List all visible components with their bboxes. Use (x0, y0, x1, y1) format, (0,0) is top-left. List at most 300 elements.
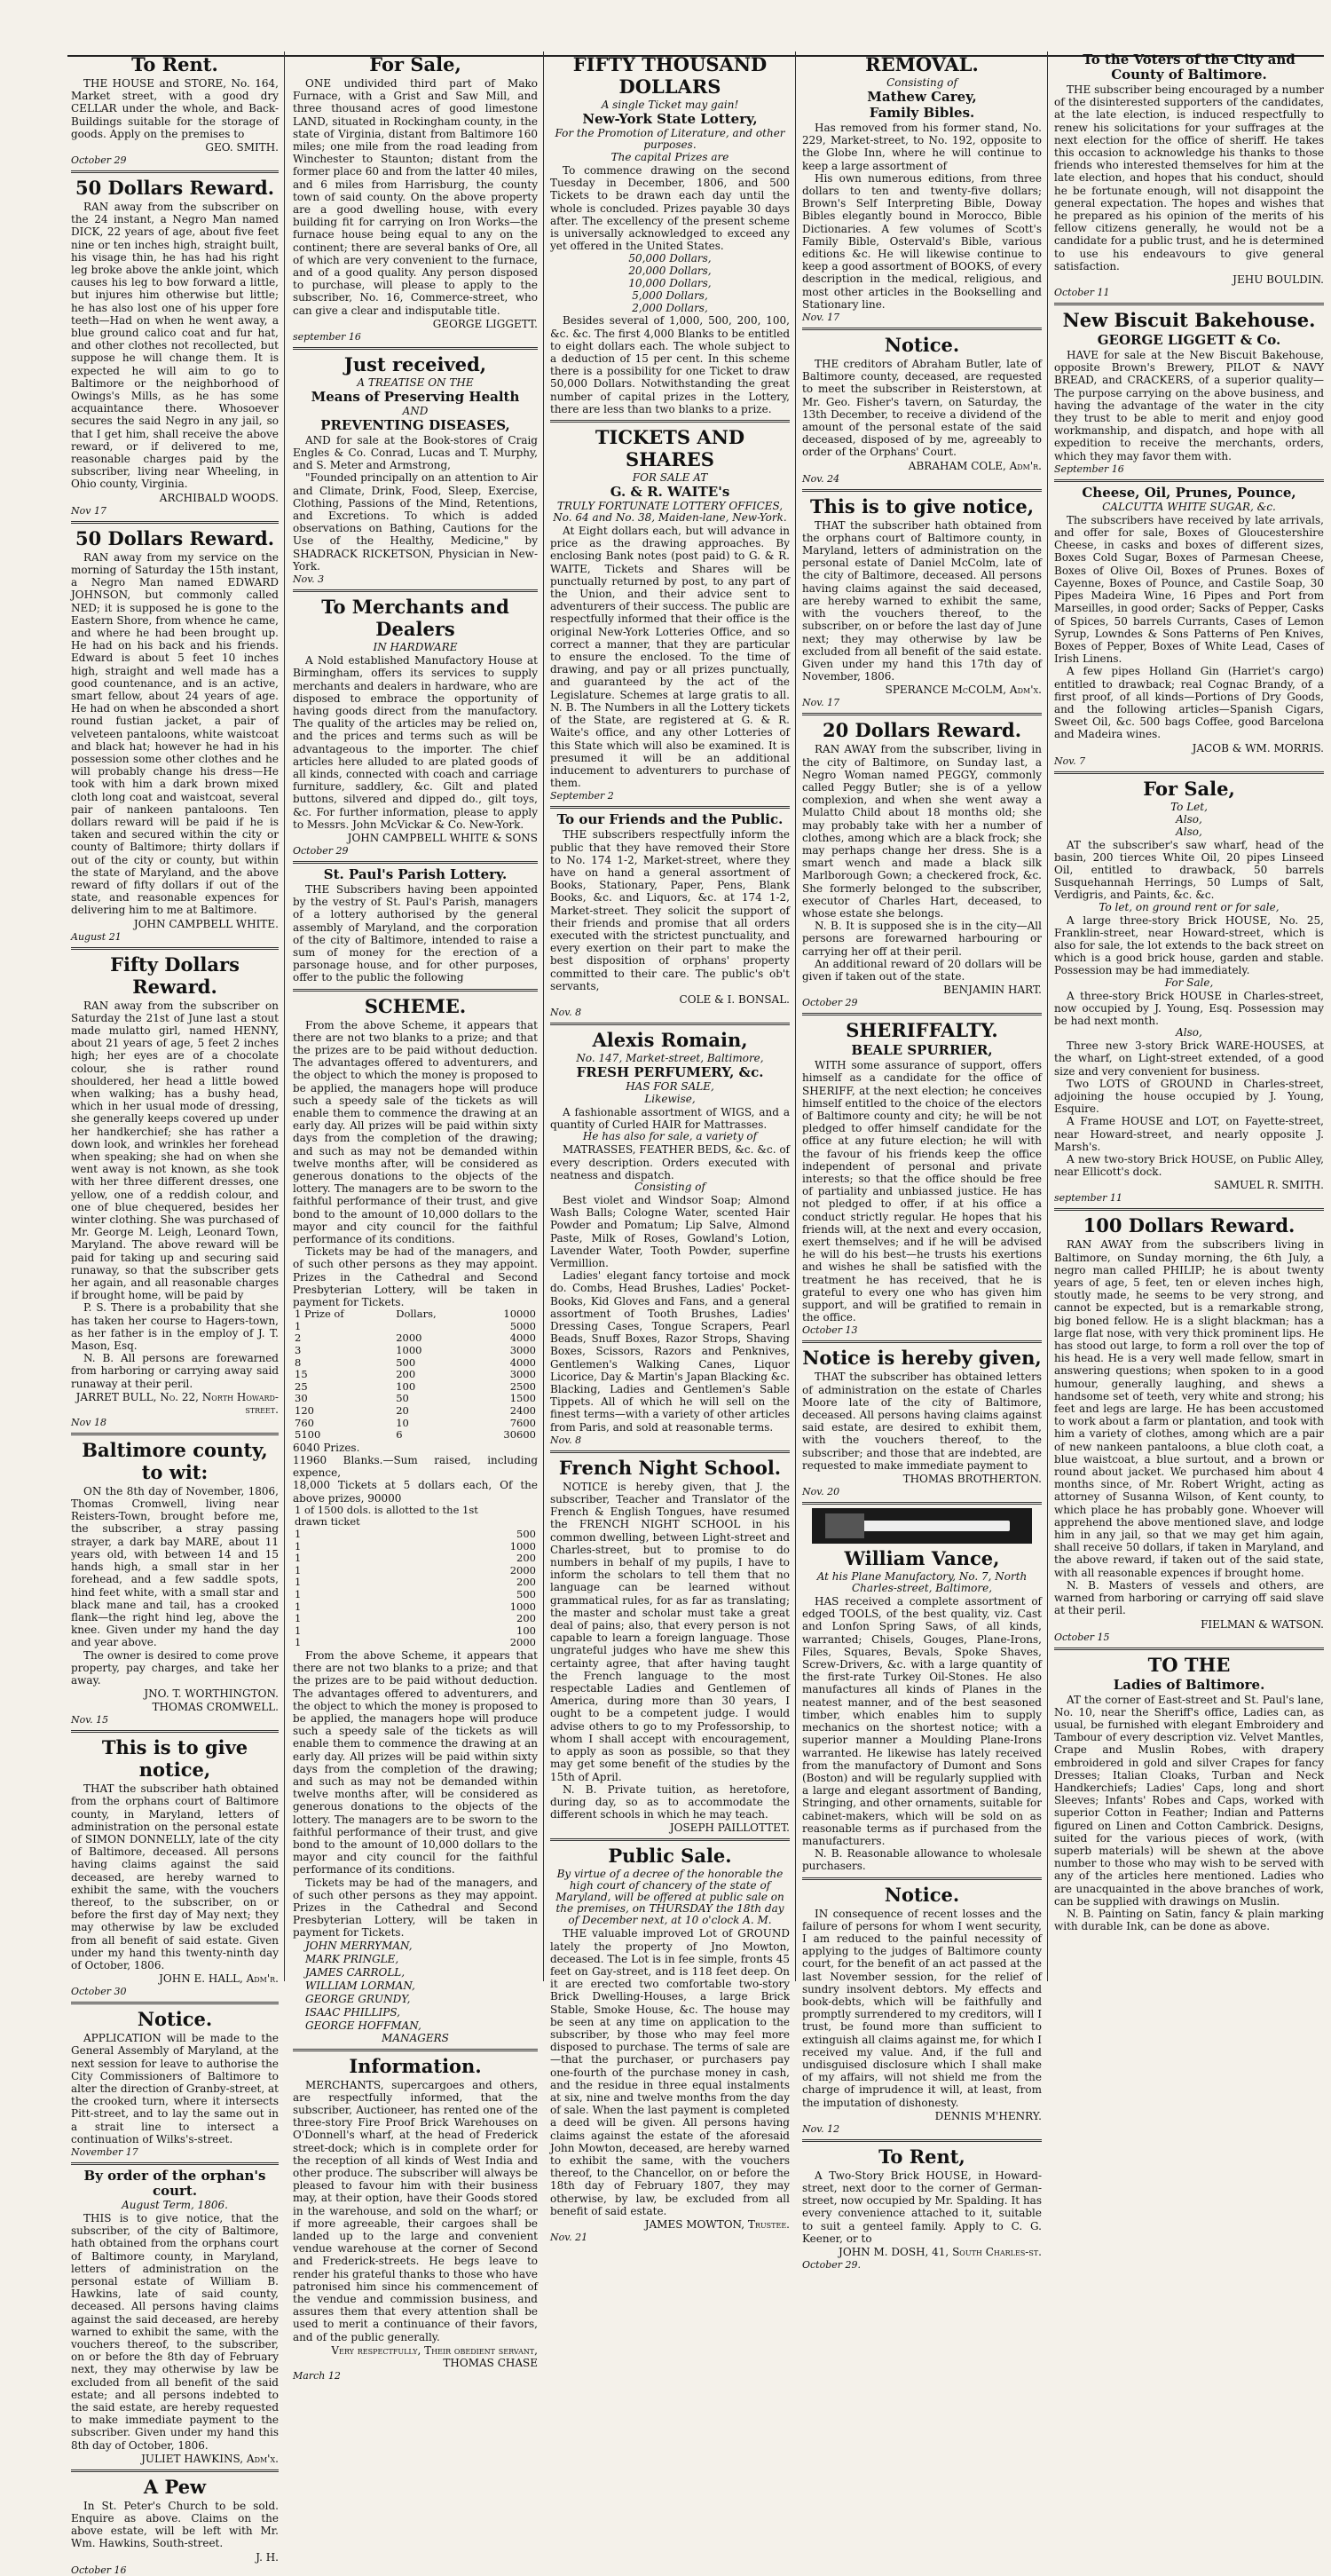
ad-date: Nov. 17 (802, 697, 840, 709)
lottery-scheme-table (293, 1308, 538, 1442)
ad-subheading: Also, (1176, 812, 1202, 826)
scheme-row (293, 1418, 538, 1430)
ad-body-text: ONE undivided third part of Mako Furnace, with a Grist and Saw Mill, and three thousand acres of good limestone LAND, situated in Rockingham county, in the state of Virginia, distant from Baltimore 160 miles; one mile from the road leading from Winchester to Staunton; distant from the former place 60 and from the latter 40 miles, and 6 miles from Harrisburg, the county town of said county. On the above property are a good dwelling house, with every building fit for carrying on Iron Works—the furnace house being equal to any on the continent; there are several banks of Ore, all of which are very convenient to the furnace, and of a good quality. Any person disposed to purchase, will please to apply to the subscriber, No. 16, Commerce-street, who can give a clear and indisputable title. (293, 77, 538, 317)
scheme-cell: 15 (295, 1368, 308, 1381)
ad-date: August 21 (71, 930, 122, 943)
scheme-row (293, 1308, 538, 1321)
ad-note: N. B. Private tuition, as heretofore, during day, so as to accommodate the different schools in which he may teach. (550, 1782, 790, 1821)
ad-body-text: RAN AWAY from the subscriber, living in the city of Baltimore, on Sunday last, a Negro Woman named PEGGY, commonly called Peggy Butler; she is of a yellow complexion, and when she went away a Mulatto Child about 18 months old; she may probably take with her a number of clothes, among which are a black frock; she may perhaps change her dress. She is a smart wench and made a black silk Marlborough Gown; a checkered frock, &c. She formerly belonged to the subscriber, executor of Charles Hart, deceased, to whose estate she belongs. (802, 743, 1042, 920)
column-rule (795, 51, 796, 1981)
managers-label: MANAGERS (382, 2031, 449, 2044)
scheme-row (293, 1345, 538, 1357)
advertisement (1054, 309, 1324, 475)
ad-body-text: THE HOUSE and STORE, No. 164, Market street, with a good dry CELLAR under the whole, and Back-Buildings suitable for the storage of goods. Apply on the premises to (71, 77, 279, 140)
ad-date: Nov. 8 (550, 1006, 582, 1018)
ad-body-text: Has removed from his former stand, No. 229, Market-street, to No. 192, opposite to the Globe Inn, where he will continue to keep a large assortment of (802, 122, 1042, 172)
ad-heading: REMOVAL. (865, 53, 979, 75)
ad-date: Nov. 7 (1054, 755, 1086, 767)
column-2 (293, 51, 538, 2382)
scheme-row (293, 1625, 538, 1638)
advertisement (1054, 1214, 1324, 1642)
scheme-cell: 4000 (509, 1331, 536, 1345)
ad-heading: To Rent. (131, 53, 218, 75)
scheme-cell (388, 1357, 394, 1370)
ad-signature: JOHN M. DOSH, 41, South Charles-st. (839, 2246, 1042, 2258)
ad-note: N. B. All persons are forewarned from harboring or carrying away said runaway at their peril. (71, 1352, 279, 1390)
ad-body-text: HAS received a complete assortment of edged TOOLS, of the best quality, viz. Cast and Lonfon Spring Saws, of all kinds, warranted; Chisels, Gouges, Plane-Irons, Files, Squares, Bevals, Spoke Shaves, Screw-Drivers, &c. with a large quantity of the first-rate Turkey Oil-Stones. He also manufactures all kinds of Planes in the neatest manner, and of the best seasoned timber, which enables him to supply mechanics on the shortest notice; with a superior manner a Moulding Plane-Irons warranted. He likewise has lately received from the manufactory of Dumont and Sons (Boston) and will be regularly supplied with a large and elegant assortment of Banding, Stringing, and other ornaments, suitable for cabinet-makers, which will be sold on as reasonable terms as if purchased from the manufacturers. (802, 1595, 1042, 1847)
ad-heading: To our Friends and the Public. (556, 811, 784, 828)
ad-body-text: WITH some assurance of support, offers himself as a candidate for the office of SHERIFF, at the next election; he conceives himself entitled to the choice of the electors of Baltimore county and city; he will be not pledged to offer himself candidate for the office at any future election; he will with the favour of his friends keep the office independent of personal and private interests; so that the office should be free of partiality and unbiassed justice. He has not pledged to offer, if at his office a conduct strictly regular. He hopes that his friends will, at the next and every occasion, exert themselves; and if he will be advised he will do his best—he trusts his exertions and wishes he shall be satisfied with the treatment he has received, that he is grateful to every one who has given him support, and will be gratified to remain in the office. (802, 1059, 1042, 1324)
ad-separator-rule (1054, 303, 1324, 305)
scheme-cell: 1 Prize of (295, 1308, 344, 1321)
scheme-cell: 1 (295, 1587, 302, 1600)
ad-heading: French Night School. (558, 1456, 782, 1479)
ad-heading: Notice is hereby given, (802, 1347, 1042, 1370)
advertisement (550, 53, 790, 415)
scheme-cell: 1 (295, 1539, 302, 1553)
ad-heading: PREVENTING DISEASES, (320, 416, 510, 433)
ad-signature: JARRET BULL, No. 22, North Howard-street. (75, 1390, 279, 1416)
ad-separator-rule (71, 2002, 279, 2004)
ad-separator-rule (550, 1838, 790, 1841)
manager-name: JAMES CARROLL, (305, 1965, 406, 1979)
ad-separator-rule (71, 2469, 279, 2472)
manager-name: GEORGE HOFFMAN, (305, 2019, 421, 2032)
ad-separator-rule (71, 947, 279, 950)
ad-body-text: IN consequence of recent losses and the failure of persons for whom I went security, I am reduced to the painful necessity of applying to the judges of Baltimore county court, for the benefit of an act passed at the last November session, for the relief of sundry insolvent debtors. My effects and book-debts, which will be faithfully and promptly surrendered to my creditors, will I trust, be found more than sufficient to extinguish all claims against me, for which I received my value. And, if the full and undisguised disclosure which I shall make of my affairs, will not shield me from the charge of imprudence it will, at least, from the imputation of dishonesty. (802, 1907, 1042, 2109)
advertisement (71, 527, 279, 943)
advertisement (71, 1736, 279, 1997)
ad-signature: BENJAMIN HART. (943, 984, 1042, 997)
scheme-prizes: 6040 Prizes. (293, 1441, 360, 1454)
scheme-cell: 100 (396, 1379, 416, 1393)
scheme-cell: 10000 (503, 1308, 536, 1321)
ad-body-text: Three new 3-story Brick WARE-HOUSES, at the wharf, on Light-street extended, of a good size and very convenient for business. (1054, 1039, 1324, 1078)
scheme-cell: 5100 (295, 1428, 321, 1442)
ad-body-text: A new two-story Brick HOUSE, on Public Alley, near Ellicott's dock. (1054, 1153, 1324, 1179)
ad-separator-rule (550, 806, 790, 809)
advertisement (550, 1457, 790, 1834)
ad-separator-rule (802, 1013, 1042, 1015)
scheme-cell: 760 (295, 1416, 314, 1429)
ad-heading: G. & R. WAITE's (610, 484, 730, 501)
ad-note: N. B. It is supposed she is in the city—All persons are forewarned harbouring or carrying her off at their peril. (802, 920, 1042, 958)
scheme-cell: 50 (396, 1392, 409, 1405)
scheme-cell (388, 1418, 394, 1430)
ad-subheading: FOR SALE AT (632, 471, 708, 485)
ad-body-text: AT the subscriber's saw wharf, head of the basin, 200 tierces White Oil, 20 pipes Linseed Oil, entitled to drawback, 50 barrels Susquehannah Herrings, 50 Lumps of Salt, Verdigris, and Paints, &c. &c. (1054, 838, 1324, 902)
ad-heading: 100 Dollars Reward. (1083, 1214, 1296, 1237)
ad-signature: JNO. T. WORTHINGTON. (144, 1687, 279, 1701)
ad-separator-rule (293, 2049, 538, 2051)
prize-line: 50,000 Dollars, (628, 252, 712, 265)
scheme-row (293, 1613, 538, 1625)
ad-heading: TICKETS AND SHARES (595, 426, 745, 471)
ad-heading: TO THE (1147, 1653, 1231, 1676)
scheme-cell: 500 (516, 1587, 536, 1600)
ad-separator-rule (71, 170, 279, 173)
scheme-row (293, 1393, 538, 1405)
ad-heading: 50 Dollars Reward. (75, 526, 275, 549)
scheme-cell: 1 (295, 1563, 302, 1576)
ad-signature: JULIET HAWKINS, Adm'x. (141, 2452, 279, 2465)
ad-signature: SAMUEL R. SMITH. (1213, 1179, 1324, 1192)
scheme-cell: 1 (295, 1624, 302, 1637)
ad-separator-rule (802, 2139, 1042, 2142)
ad-subheading: Consisting of (886, 76, 957, 89)
prize-line: 10,000 Dollars, (628, 277, 712, 290)
ad-body-text: At Eight dollars each, but will advance in price as the drawing approaches. By enclosing Bank notes (post paid) to G. & R. WAITE, Tickets and Shares will be punctually returned by post, to any part of the Union, and their advice sent to adventurers of their success. The public are respectfully informed that their office is the original New-York Lotteries Office, and so correct a manner, that they are particular to ensure the enclosed. To the time of drawing, and pay or all prizes punctually, and guaranteed by the act of the Legislature. Schemes at large gratis to all. N. B. The Numbers in all the Lottery tickets of the State, are registered at G. & R. Waite's office, and any other Lotteries of this State which will also be examined. It is presumed it will be an additional inducement to adventurers to purchase of them. (550, 525, 790, 790)
ad-note: N. B. Masters of vessels and others, are warned from harboring or carrying off said slave at their peril. (1054, 1578, 1324, 1617)
ad-heading: William Vance, (844, 1547, 1000, 1570)
advertisement (71, 53, 279, 166)
ad-body-text: THE subscriber being encouraged by a number of the disinterested supporters of the candidates, at the late election, is induced respectfully to renew his solicitations for your suffrages at the next election for the office of sheriff. He takes this occasion to acknowledge his thanks to those friends who interested themselves for him at the late election, and hopes that his conduct, should he be fortunate enough, will not disappoint the general expectation. The hopes and wishes that he prepared as his opinion of the merits of his fellow citizens generally, he would not be a candidate for a public trust, and he is determined to use his endeavours to give general satisfaction. (1054, 83, 1324, 273)
scheme-row (293, 1601, 538, 1614)
ad-heading: This is to give notice, (101, 1736, 248, 1782)
scheme-cell (388, 1345, 394, 1357)
advertisement (71, 177, 279, 517)
ad-signature: SPERANCE McCOLM, Adm'x. (885, 684, 1042, 697)
ad-body-text: RAN away from my service on the morning of Saturday the 15th instant, a Negro Man named EDWARD JOHNSON, but commonly called NED; it is supposed he is gone to the Eastern Shore, from whence he came, and where he had been brought up. He had on his back and his friends. Edward is about 5 feet 10 inches high, straight and well made has a good countenance, and is an active, smart fellow, about 24 years of age. He had on when he absconded a short round fustian jacket, a pair of velveteen pantaloons, white waistcoat and black hat; however he had in his possession some other clothes and he will probably change his dress—He took with him a dark brown mixed cloth long coat and waistcoat, several pair of nankeen pantaloons. Ten dollars reward will be paid if he is taken and secured within the city or county of Baltimore; thirty dollars if out of the city or county, but within the state of Maryland, and the above reward of fifty dollars if out of the state, and reasonable expences for delivering him to me at Baltimore. (71, 550, 279, 917)
ad-separator-rule (550, 1450, 790, 1453)
advertisement (293, 596, 538, 857)
ad-body-text: RAN away from the subscriber on the 24 instant, a Negro Man named DICK, 22 years of age, about five feet nine or ten inches high, straight built, his visage thin, he has had his right leg broke above the ankle joint, which causes his leg to bow forward a little, but injures him otherwise but little; he has also lost one of his upper fore teeth—Had on when he went away, a blue ground calico coat and fur hat, and other clothes not recollected, but suppose he will change them. It is expected he will aim to go to Baltimore or the neighborhood of Owings's Mills, as he has some acquaintance there. Whosoever secures the said Negro in any jail, so that I get him, shall receive the above reward, or if delivered to me, reasonable charges paid by the subscriber, living near Wheeling, in Ohio county, Virginia. (71, 201, 279, 491)
ad-separator-rule (1054, 479, 1324, 482)
scheme-cell: 3000 (509, 1368, 536, 1381)
ad-heading: For Sale, (369, 53, 461, 75)
ad-signature: JOSEPH PAILLOTTET. (669, 1821, 790, 1835)
ad-note: An additional reward of 20 dollars will be given if taken out of the state. (802, 957, 1042, 983)
scheme-row (293, 1637, 538, 1649)
advertisement (802, 495, 1042, 709)
ad-separator-rule (550, 1023, 790, 1025)
ad-date: Nov. 17 (802, 312, 840, 324)
scheme-cell (388, 1393, 394, 1405)
ad-heading: Just received, (343, 352, 487, 375)
ad-date: Nov. 21 (550, 2231, 588, 2243)
scheme-cell: 1000 (509, 1539, 536, 1553)
ad-subheading: Likewise, (644, 1092, 696, 1105)
ad-heading: FRESH PERFUMERY, &c. (576, 1063, 764, 1080)
advertisement (293, 867, 538, 984)
ad-body-text: THE Subscribers having been appointed by the vestry of St. Paul's Parish, managers of a lottery authorised by the general assembly of Maryland, and the corporation of the city of Baltimore, intended to raise a sum of money for the erection of a parsonage house, and for other purposes, offer to the public the following (293, 882, 538, 984)
advertisement (802, 2145, 1042, 2271)
scheme-cell: 1000 (509, 1600, 536, 1613)
scheme-cell (388, 1429, 394, 1442)
ad-heading: A Pew (143, 2475, 207, 2498)
ad-separator-rule (802, 489, 1042, 492)
scheme-cell: 1 (295, 1576, 302, 1589)
ad-body-text: APPLICATION will be made to the General Assembly of Maryland, at the next session for leave to authorise the City Commissioners of Baltimore to alter the direction of Granby-street, at the crooked turn, where it intersects Pitt-street, and to lay the same out in a strait line to intersect a continuation of Wilks's-street. (71, 2032, 279, 2145)
scheme-cell (508, 1505, 538, 1529)
ad-signature: JACOB & WM. MORRIS. (1192, 741, 1324, 755)
ad-date: October 30 (71, 1986, 127, 1998)
ad-heading: Baltimore county, to wit: (82, 1438, 268, 1483)
scheme-row (293, 1405, 538, 1418)
ad-body-text: In St. Peter's Church to be sold. Enquire as above. Claims on the above estate, will be left with Mr. Wm. Hawkins, South-street. (71, 2499, 279, 2550)
ad-body-text: A few pipes Holland Gin (Harriet's cargo) entitled to drawback; real Cognac Brandy, of a first proof, of all kinds—Portions of Dry Goods, and the following articles—Spanish Cigars, Sweet Oil, &c. 500 bags Coffee, good Barcelona and Madeira wines. (1054, 665, 1324, 741)
managers-list (293, 1940, 538, 2033)
ad-body-text: AND for sale at the Book-stores of Craig Engles & Co. Conrad, Lucas and T. Murphy, and S. Meter and Armstrong, (293, 433, 538, 472)
scheme-cell: Dollars, (396, 1308, 437, 1321)
scheme-cell: 2 (295, 1331, 302, 1345)
ad-separator-rule (293, 589, 538, 592)
ad-heading: By order of the orphan's court. (83, 2168, 266, 2199)
scheme-cell: 2400 (509, 1403, 536, 1417)
ad-body-text: Best violet and Windsor Soap; Almond Wash Balls; Cologne Water, scented Hair Powder and Pomatum; Lip Salve, Almond Paste, Milk of Roses, Gowland's Lotion, Lavender Water, Tooth Powder, superfine Vermillion. (550, 1193, 790, 1269)
scheme-cell: 500 (516, 1527, 536, 1540)
scheme-cell: 4000 (509, 1355, 536, 1369)
ad-body-text: THAT the subscriber hath obtained from the orphans court of Baltimore county, in Maryland, letters of administration on the personal estate of SIMON DONNELLY, late of the city of Baltimore, deceased. All persons having claims against the said deceased, are hereby warned to exhibit the same, with the vouchers thereof, to the subscriber, on or before the first day of May next; they may otherwise by law be excluded from all benefit of said estate. Given under my hand this twenty-ninth day of October, 1806. (71, 1782, 279, 1972)
ad-body-text: From the above Scheme, it appears that there are not two blanks to a prize; and that the prizes are to be paid without deduction. The advantages offered to adventurers, and the object to which the money is proposed to be applied, the managers hope will produce such a speedy sale of the tickets as will enable them to commence the drawing at an early day. All prizes will be paid within sixty days from the completion of the drawing; and such as may not be demanded within twelve months after, will be considered as generous donations to the objects of the lottery. The managers are to be sworn to the faithful performance of their trust, and give bond to the amount of 10,000 dollars to the mayor and city council for the faithful performance of its conditions. (293, 1018, 538, 1246)
ad-body-text: Tickets may be had of the managers, and of such other persons as they may appoint. Prizes in the Cathedral and Second Presbyterian Lottery, will be taken in payment for Tickets. (293, 1245, 538, 1309)
ad-date: October 11 (1054, 287, 1110, 299)
column-3 (550, 51, 790, 2243)
ad-separator-rule (802, 1502, 1042, 1505)
advertisement (550, 1845, 790, 2243)
prize-line: 5,000 Dollars, (632, 289, 708, 303)
ad-heading: New Biscuit Bakehouse. (1062, 309, 1316, 332)
advertisement (293, 53, 538, 343)
ad-separator-rule (1054, 771, 1324, 774)
advertisement (293, 995, 538, 2044)
scheme-cell: 7600 (509, 1416, 536, 1429)
scheme-cell: 3000 (509, 1344, 536, 1357)
ad-signature: GEORGE LIGGETT. (432, 317, 538, 330)
ad-body-text: From the above Scheme, it appears that there are not two blanks to a prize; and that the prizes are to be paid without deduction. The advantages offered to adventurers, and the object to which the money is proposed to be applied, the managers hope will produce such a speedy sale of the tickets as will enable them to commence the drawing at an early day. All prizes will be paid within sixty days from the completion of the drawing; and such as may not be demanded within twelve months after, will be considered as generous donations to the objects of the lottery. The managers are to be sworn to the faithful performance of their trust, and give bond to the amount of 10,000 dollars to the mayor and city council for the faithful performance of its conditions. (293, 1648, 538, 1877)
scheme-cell: 5000 (509, 1319, 536, 1332)
ad-separator-rule (802, 328, 1042, 330)
ad-subheading: By virtue of a decree of the honorable the high court of chancery of the state of Maryland, will be offered at public sale on the premises, on THURSDAY the 18th day of December next, at 10 o'clock A. M. (555, 1868, 784, 1927)
ad-separator-rule (71, 521, 279, 524)
ad-heading: To Merchants and Dealers (321, 596, 509, 641)
scheme-cell: 25 (295, 1379, 308, 1393)
ad-signature: ABRAHAM COLE, Adm'r. (908, 459, 1042, 472)
scheme-cell: 10 (396, 1416, 409, 1429)
scheme-cell: 20 (396, 1403, 409, 1417)
scheme-row (293, 1332, 538, 1345)
ad-heading: This is to give notice, (809, 494, 1035, 518)
ad-date: Nov. 3 (293, 573, 325, 586)
scheme-cell: 1 (295, 1600, 302, 1613)
scheme-cell: 30 (295, 1392, 308, 1405)
ad-subheading: Consisting of (634, 1180, 705, 1193)
ad-body-text: THE creditors of Abraham Butler, late of Baltimore county, deceased, are requested to meet the subscriber in Reisterstown, at Mr. Geo. Fisher's tavern, on Saturday, the 13th December, to receive a dividend of the amount of the personal estate of the said deceased, disposed of by me, agreeably to order of the Orphans' Court. (802, 358, 1042, 459)
scheme-blanks: 11960 Blanks.—Sum raised, including expence, (293, 1453, 538, 1480)
column-5 (1054, 51, 1324, 1981)
ad-body-text: A fashionable assortment of WIGS, and a quantity of Curled HAIR for Mattrasses. (550, 1105, 790, 1132)
ad-date: October 29 (71, 154, 127, 167)
scheme-row (293, 1553, 538, 1565)
ad-subheading: TRULY FORTUNATE LOTTERY OFFICES, No. 64 and No. 38, Maiden-lane, New-York. (553, 500, 787, 525)
ad-body-text: ON the 8th day of November, 1806, Thomas Cromwell, living near Reisters-Town, brought before me, the subscriber, a stray passing strayer, a dark bay MARE, about 11 years old, with between 14 and 15 hands high, a small star in her forehead, and a few saddle spots, hind feet white, with a small star and black mane and tail, has a crooked flank—the right hind leg, above the knee. Given under my hand the day and year above. (71, 1484, 279, 1649)
ad-date: Nov 18 (71, 1416, 106, 1428)
column-rule (1047, 51, 1048, 1981)
ad-note: The owner is desired to come prove property, pay charges, and take her away. (71, 1648, 279, 1687)
ad-signature: COLE & I. BONSAL. (679, 992, 790, 1006)
ad-subheading: HAS FOR SALE, (626, 1079, 714, 1093)
ad-heading: FIFTY THOUSAND DOLLARS (572, 53, 768, 98)
ad-signature: JOHN CAMPBELL WHITE. (133, 917, 279, 930)
ad-separator-rule (71, 1730, 279, 1733)
advertisement (1054, 778, 1324, 1205)
manager-name: ISAAC PHILLIPS, (305, 2005, 400, 2019)
ad-separator-rule (550, 420, 790, 423)
scheme-cell (388, 1332, 394, 1345)
scheme-row (293, 1429, 538, 1442)
scheme-cell: 8 (295, 1355, 302, 1369)
ad-subheading: At his Plane Manufactory, No. 7, North Charles-street, Baltimore, (816, 1570, 1028, 1595)
ad-body-text: Tickets may be had of the managers, and of such other persons as they may appoint. Prizes in the Cathedral and Second Presbyterian Lottery, will be taken in payment for Tickets. (293, 1876, 538, 1940)
advertisement (802, 53, 1042, 323)
ad-separator-rule (293, 861, 538, 864)
ad-body-text: THE subscribers respectfully inform the public that they have removed their Store to No. 174 1-2, Market-street, where they have on hand a general assortment of Books, Stationary, Paper, Pens, Blank Books, &c. and Liquors, &c. at 174 1-2, Market-street. They solicit the support of their friends and promise that all orders executed with the strictest punctuality, and every exertion on their part to make the best disposition of orphans' property committed to their care. The public's ob't servants, (550, 828, 790, 992)
advertisement (802, 1019, 1042, 1336)
ad-body-text: THE valuable improved Lot of GROUND lately the property of Jno Mowton, deceased. The Lot is in fee simple, fronts 45 feet on Gay-street, and is 118 feet deep. On it are erected two comfortable two-story Brick Dwelling-Houses, a large Brick Stable, Smoke House, &c. The house may be seen at any time on application to the subscriber, by those who may feel more disposed to purchase. The terms of sale are—that the purchaser, or purchasers pay one-fourth of the purchase money in cash, and the residue in three equal instalments at six, nine and twelve months from the day of sale. When the last payment is completed a deed will be given. All persons having claims against the estate of the aforesaid John Mowton, deceased, are hereby warned to exhibit the same, with the vouchers thereof, to the Chancellor, on or before the 18th day of February 1807, they may otherwise, by law, be excluded from all benefit of said estate. (550, 1927, 790, 2217)
scheme-cell: 1 of 1500 dols. is allotted to the 1st drawn ticket (295, 1503, 478, 1529)
ad-signature: Very respectfully, Their obedient servant, THOMAS CHASE (331, 2343, 538, 2369)
ad-signature: ARCHIBALD WOODS. (159, 491, 279, 504)
ad-date: Nov 17 (71, 504, 106, 517)
ad-separator-rule (1054, 1648, 1324, 1650)
ad-separator-rule (802, 1340, 1042, 1343)
scheme-cell: 30600 (503, 1428, 536, 1442)
ad-body-text: RAN AWAY from the subscribers living in Baltimore, on Sunday morning, the 6th July, a negro man called PHILIP; he is about twenty years of age, 5 feet, ten or eleven inches high, stoutly made, he seems to be very strong, and cannot be expected, but is a remarkable strong, big boned fellow. He is a slight blackman; has a large flat nose, with very thick prominent lips. He has stood out large, to form a roll over the top of his head. He is a very well made fellow, smart in answering questions; when spoken to in a good humour, generally laughing, and shews a handsome set of teeth, very white and strong; his feet and legs are large. He has been accustomed to work about a farm or plantation, and took with him a variety of clothes, among which are a pair of new nankeen pantaloons, a blue cloth coat, a blue waistcoat, a blue surtout, and a brown or round about jacket. We purchased him about 4 months since, of Mr. Robert Wright, acting as attorney of Susanna Wilson, of Kent county, to which place he has probably gone. Whoever will apprehend the above mentioned slave, and lodge him in any jail, so that we may get him again, shall receive 50 dollars, if taken in Maryland, and the above reward, if taken out of the said state, with all reasonable expences if brought home. (1054, 1238, 1324, 1579)
ad-heading: For Sale, (1143, 777, 1235, 800)
ad-separator-rule (71, 2162, 279, 2165)
scheme-cell (388, 1321, 394, 1333)
ad-signature: JOHN E. HALL, Adm'r. (159, 1972, 279, 1986)
ad-separator-rule (293, 347, 538, 350)
ad-date: March 12 (293, 2369, 341, 2382)
ad-date: Nov. 15 (71, 1714, 109, 1727)
ad-body-text: HAVE for sale at the New Biscuit Bakehouse, opposite Brown's Brewery, PILOT & NAVY BREAD, and CRACKERS, of a superior quality—The purpose carrying on the above business, and having the advantage of the water in the city they trust to be able to merit and enjoy good workmanship, and dispatch, and hope with all expedition to receive the merchants, orders, which they may favor them with. (1054, 349, 1324, 462)
ad-separator-rule (293, 989, 538, 992)
scheme-row (293, 1565, 538, 1577)
ad-heading: To the Voters of the City and County of Baltimore. (1083, 51, 1296, 83)
ad-date: Nov. 12 (802, 2122, 840, 2135)
ad-heading: Information. (349, 2054, 482, 2077)
ad-note: N. B. Painting on Satin, fancy & plain marking with durable Ink, can be done as above. (1054, 1907, 1324, 1933)
advertisement (1054, 1654, 1324, 1933)
column-rule (284, 51, 285, 1981)
scheme-cell (388, 1369, 394, 1381)
ad-body-text: A large three-story Brick HOUSE, No. 25, Franklin-street, near Howard-street, which is also for sale, the lot extends to the back street on which is a good brick house, garden and stable. Possession may be had immediately. (1054, 913, 1324, 977)
advertisement (1054, 486, 1324, 767)
ad-body-text: His own numerous editions, from three dollars to ten and twenty-five dollars; Brown's Self Interpreting Bible, Doway Bibles elegantly bound in Morocco, Bible Dictionaries. A few volumes of Scott's Family Bible, Ostervald's Bible, various editions &c. He will likewise continue to keep a good assortment of BOOKS, of every description in the medical, religious, and most other articles in the Bookselling and Stationary line. (802, 171, 1042, 311)
scheme-cell: 2000 (396, 1331, 422, 1345)
ad-subheading: Also, (1176, 1026, 1202, 1039)
scheme-row (293, 1321, 538, 1333)
scheme-row (293, 1529, 538, 1541)
scheme-row (293, 1505, 538, 1529)
advertisement (71, 2169, 279, 2465)
scheme-cell: 1000 (396, 1344, 422, 1357)
ad-heading: Means of Preserving Health (311, 388, 520, 405)
advertisement (802, 1508, 1042, 1872)
ad-date: October 29 (293, 844, 349, 857)
scheme-cell: 1 (295, 1636, 302, 1649)
scheme-cell (388, 1405, 394, 1418)
advertisement (550, 812, 790, 1018)
column-1 (71, 51, 279, 2576)
ad-body-text: A Frame HOUSE and LOT, on Fayette-street, near Howard-street, and nearly opposite J. Marsh's. (1054, 1115, 1324, 1153)
scheme-row (293, 1589, 538, 1601)
column-rule (543, 51, 544, 1981)
ad-subheading: He has also for sale, a variety of (582, 1130, 758, 1143)
ad-subheading: To Let, (1170, 800, 1208, 813)
column-4 (802, 51, 1042, 2271)
ad-signature: GEO. SMITH. (205, 141, 279, 154)
advertisement (71, 953, 279, 1428)
ad-heading: New-York State Lottery, (582, 111, 758, 127)
advertisement (550, 426, 790, 802)
ad-date: september 16 (293, 330, 361, 343)
ad-heading: Ladies of Baltimore. (1113, 1676, 1265, 1693)
advertisement (802, 334, 1042, 485)
scheme-cell (394, 1321, 473, 1333)
ad-body-text: Ladies' elegant fancy tortoise and mock do. Combs, Head Brushes, Ladies' Pocket-Books, Kid Gloves and Fans, and a general assortment of Tooth Brushes, Ladies' Dressing Cases, Tongue Scrapers, Pearl Beads, Snuff Boxes, Razor Strops, Shaving Boxes, Scissors, Razors and Penknives, Gentlemen's Walking Canes, Liquor Licorice, Day & Martin's Japan Blacking &c. Blacking, Ladies and Gentlemen's Sable Tippets. All of which he will sell on the finest terms—with a variety of other articles from Paris, and sold at reasonable terms. (550, 1269, 790, 1434)
advertisement (71, 1439, 279, 1726)
ad-separator-rule (802, 1877, 1042, 1880)
scheme-row (293, 1369, 538, 1381)
scheme-cell: 3 (295, 1344, 302, 1357)
scheme-cell: 100 (516, 1624, 536, 1637)
scheme-cell: 6 (396, 1428, 403, 1442)
ad-subheading: No. 147, Market-street, Baltimore, (576, 1051, 764, 1064)
ad-body-text: A Nold established Manufactory House at Birmingham, offers its services to supply merchants and dealers in hardware, who are disposed to embrace the opportunity of having goods direct from the manufactory. The quality of the articles may be relied on, and the prices and terms such as will be advantageous to the importer. The chief articles here alluded to are plated goods of all kinds, connected with coach and carriage furniture, saddlery, &c. Gilt and plated buttons, silvered and dipped do., gilt toys, &c. For further information, please to apply to Messrs. John McVickar & Co. New-York. (293, 654, 538, 831)
ad-subheading: CALCUTTA WHITE SUGAR, &c. (1102, 500, 1276, 513)
ad-heading: St. Paul's Parish Lottery. (323, 865, 508, 882)
prize-line: 2,000 Dollars, (632, 302, 708, 315)
ad-heading: Cheese, Oil, Prunes, Pounce, (1082, 484, 1296, 501)
advertisement (293, 353, 538, 585)
ad-date: Nov. 20 (802, 1486, 840, 1498)
ad-heading: Notice. (884, 1883, 960, 1906)
ad-signature: JOHN CAMPBELL WHITE & SONS (347, 831, 538, 844)
ad-heading: Notice. (884, 334, 960, 357)
scheme-cell: 2500 (509, 1379, 536, 1393)
ad-body-text: NOTICE is hereby given, that J. the subscriber, Teacher and Translator of the French & English Tongues, have resumed the FRENCH NIGHT SCHOOL in his common dwelling, between Light-street and Charles-street, but to promise to do numbers in behalf of my pupils, I have to inform the scholars to tell them that no language can be learned without grammatical rules, for as far as translating; the master and scholar must take a great deal of pains; also, that every person is not capable to learn a foreign language. Those ungrateful judges who have me shew this certainty agree, that after having taught the French language to the most respectable Ladies and Gentlemen of America, during more than 30 years, I ought to be a competent judge. I would advise others to go to my Professorship, to whom I shall accept with encouragement, to apply as soon as possible, so that they may get some benefit of the studies by the 15th of April. (550, 1480, 790, 1783)
ad-heading: Notice. (137, 2008, 213, 2031)
ad-date: October 29 (802, 997, 858, 1009)
manager-name: WILLIAM LORMAN, (305, 1979, 415, 1992)
scheme-cell (388, 1381, 394, 1394)
ad-body-text: The subscribers have received by late arrivals, and offer for sale, Boxes of Gloucestershire Cheese, in casks and boxes of different sizes, Boxes Cold Sugar, Boxes of Parmesan Cheese, Boxes of Olive Oil, Boxes of Prunes. Boxes of Cayenne, Boxes of Pounce, and Castile Soap, 30 Pipes Madeira Wine, 16 Pipes and Port from Marseilles, in good order; Sacks of Pepper, Casks of Spices, 50 barrels Currants, Cases of Lemon Syrup, Lowndes & Sons Patterns of Pen Knives, Boxes of Pepper, Boxes of White Lead, Cases of Irish Linens. (1054, 513, 1324, 666)
ad-signature: DENNIS M'HENRY. (934, 2109, 1042, 2122)
scheme-cell: 1500 (509, 1392, 536, 1405)
manager-name: JOHN MERRYMAN, (305, 1939, 413, 1952)
ad-subheading: To let, on ground rent or for sale, (1099, 900, 1280, 913)
ad-date: November 17 (71, 2146, 138, 2158)
scheme-cell: 1 (295, 1319, 302, 1332)
ad-separator-rule (802, 713, 1042, 715)
scheme-cell: 2000 (509, 1636, 536, 1649)
ad-subheading: A TREATISE ON THE (357, 375, 474, 389)
scheme-cell: 200 (516, 1576, 536, 1589)
lottery-allotment-table (293, 1505, 538, 1649)
ad-signature: J. H. (256, 2550, 279, 2564)
ad-subheading: Also, (1176, 825, 1202, 838)
ad-subheading: A single Ticket may gain! (601, 99, 739, 111)
ad-body-text: AT the corner of East-street and St. Paul's lane, No. 10, near the Sheriff's office, Ladies can, as usual, be furnished with elegant Embroidery and Tambour of every description viz. Velvet Mantles, Crape and Muslin Robes, with drapery embroidered in gold and silver Crapes for fancy Dresses; Italian Cloaks, Turban and Neck Handkerchiefs; Ladies' Caps, long and short Sleeves; Infants' Robes and Caps, worked with superior Cotton in Feather; Indian and Patterns figured on Linen and Cotton Cambrick. Designs, suited for the various pieces of work, (with superb materials) will be shewn at the above number to those who may wish to be served with any of the articles here mentioned. Ladies who are unacquainted in the above branches of work, can be supplied with drawings on Muslin. (1054, 1693, 1324, 1908)
ad-subheading: For Sale, (1164, 976, 1214, 989)
scheme-row (293, 1541, 538, 1553)
scheme-cell: 200 (516, 1552, 536, 1565)
ad-signature: THOMAS CROMWELL. (152, 1701, 279, 1714)
ad-date: October 16 (71, 2564, 127, 2576)
ad-body-text: MERCHANTS, supercargoes and others, are respectfully informed, that the subscriber, Auctioneer, has rented one of the three-story Fire Proof Brick Warehouses on O'Donnell's wharf, at the head of Frederick street-dock; which is in complete order for the reception of all kinds of West India and other produce. The subscriber will always be pleased to favour him with their business may, at their option, have their Goods stored in the warehouse, and sold on the wharf; or if more agreeable, their cargoes shall be landed up to the large and convenient vendue warehouse at the corner of Second and Frederick-streets. He begs leave to render his grateful thanks to those who have patronised him since his commencement of the vendue and commission business, and assures them that every attention shall be used to merit a continuance of their favors, and of the public generally. (293, 2078, 538, 2343)
